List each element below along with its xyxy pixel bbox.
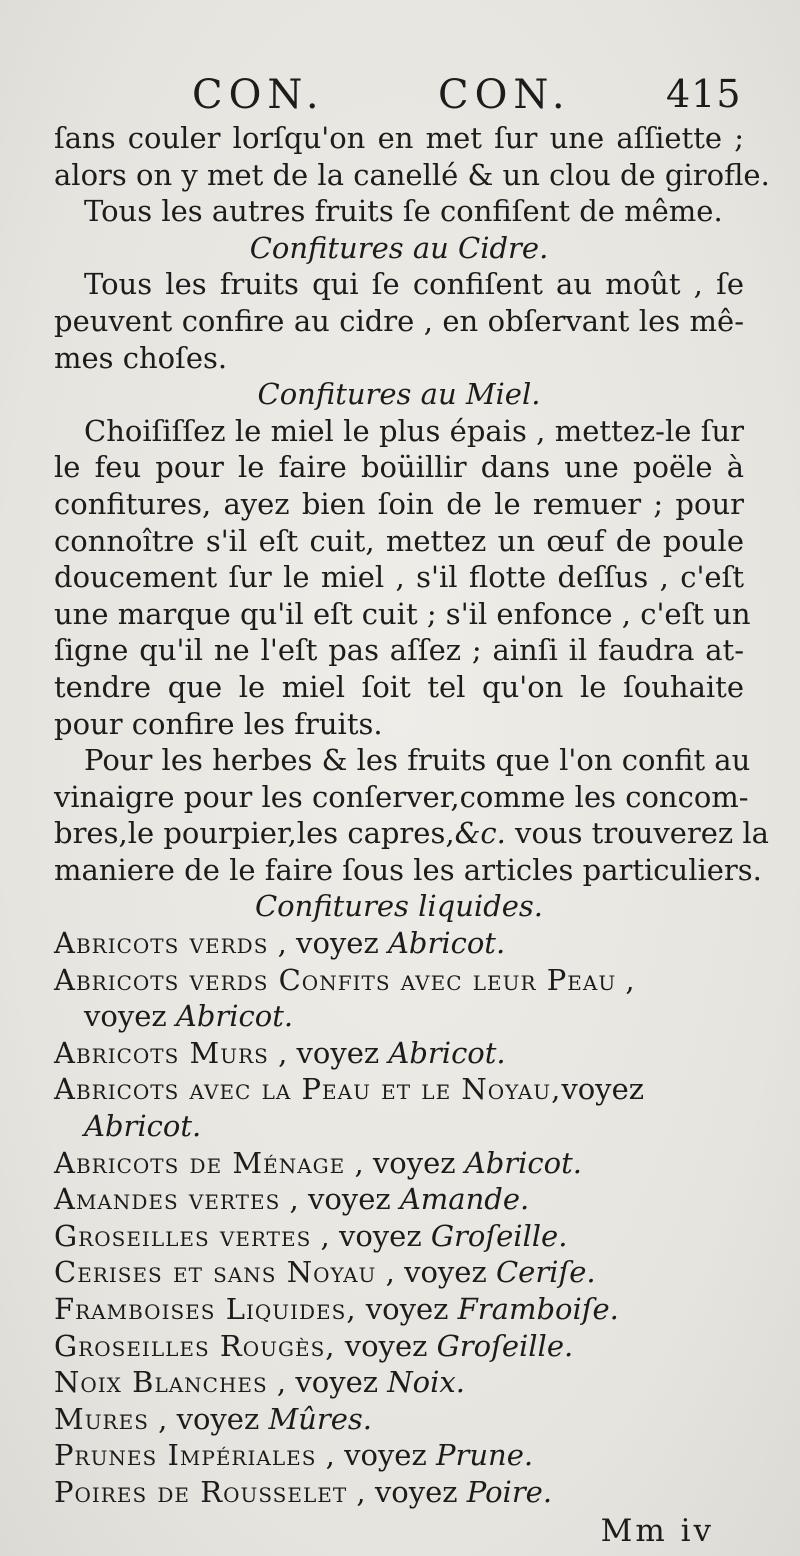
text-line: vinaigre pour les conſerver,comme les concom- (54, 779, 749, 814)
entry-sep: voyez (84, 999, 176, 1034)
text-line: ſigne qu'il ne l'eſt pas aſſez ; ainſi il faudra at- (54, 633, 744, 668)
entry-sep: , voyez (347, 1474, 467, 1509)
text-line: pour confire les fruits. (54, 706, 383, 741)
entry-ref: Noix. (387, 1365, 465, 1400)
entry-name: Cerises et sans Noyau (54, 1255, 377, 1290)
list-item (54, 1328, 744, 1365)
list-item (54, 1291, 744, 1328)
entry-sep: voyez (335, 1328, 437, 1363)
list-item (54, 1108, 744, 1145)
text-line: alors on y met de la canellé & un clou de girofle. (54, 157, 770, 192)
entry-sep: , voyez (268, 1035, 389, 1070)
entry-ref: Ceriſe. (495, 1255, 596, 1290)
text-line: Tous les fruits qui ſe confiſent au moût , ſe (84, 267, 744, 302)
entry-sep: , voyez (280, 1182, 400, 1217)
entry-name: Noix Blanches (54, 1365, 268, 1400)
entry-ref: Mûres. (268, 1401, 372, 1436)
entry-name: Prunes Impériales (54, 1438, 317, 1473)
running-header (54, 64, 744, 120)
entry-sep: , voyez (311, 1218, 431, 1253)
body-text (54, 120, 770, 925)
entry-ref: Poire. (466, 1474, 553, 1509)
text-line: tendre que le miel ſoit tel qu'on le ſouhaite (54, 669, 744, 704)
list-item (54, 1145, 744, 1182)
text-line: mes choſes. (54, 340, 228, 375)
list-item (54, 1364, 744, 1401)
list-item (54, 1035, 744, 1072)
entry-sep: , voyez (148, 1401, 269, 1436)
entry-sep: , (616, 962, 635, 997)
section-heading: Confitures au Miel. (257, 377, 541, 412)
text-line: doucement ſur le miel , s'il flotte deſſus , c'eſt (54, 560, 744, 595)
entry-name: Abricots Murs (54, 1035, 269, 1070)
entry-sep: voyez (356, 1292, 458, 1326)
list-item (54, 1437, 744, 1474)
entry-name: Abricots verds (54, 926, 269, 961)
page-number: 415 (666, 72, 742, 116)
entry-list (54, 925, 744, 1511)
header-left: CON. (192, 72, 325, 118)
entry-ref: Groſeille. (436, 1328, 574, 1363)
entry-ref: Abricot. (464, 1145, 582, 1180)
entry-sep: voyez (561, 1072, 645, 1107)
etc-abbrev: &c. (454, 816, 506, 851)
text-line: maniere de le faire ſous les articles particuliers. (54, 852, 762, 887)
entry-name: Mures (54, 1401, 149, 1436)
entry-name: Poires de Rousselet (54, 1474, 348, 1509)
entry-ref: Abricot. (175, 999, 294, 1034)
entry-ref: Prune. (435, 1438, 534, 1473)
text-line: Tous les autres fruits ſe confiſent de même. (84, 194, 723, 229)
entry-ref: Amande. (399, 1182, 530, 1217)
list-item (54, 1254, 744, 1291)
list-item (54, 998, 744, 1035)
entry-ref: Abricot. (84, 1109, 202, 1144)
entry-name: Abricots avec la Peau et le Noyau, (54, 1072, 562, 1107)
entry-sep: , voyez (345, 1145, 465, 1180)
list-item (54, 1181, 744, 1218)
signature-mark: Mm iv (600, 1512, 714, 1549)
list-item (54, 925, 744, 962)
entry-name: Groseilles Rougès, (54, 1328, 336, 1363)
text-line: le feu pour le faire boüillir dans une poële à (54, 450, 744, 485)
entry-name: Groseilles vertes (54, 1218, 312, 1253)
entry-name: Amandes vertes (54, 1182, 281, 1217)
list-item (54, 1218, 744, 1255)
section-heading: Confitures liquides. (254, 889, 544, 924)
text-line: connoître s'il eſt cuit, mettez un œuf de poule (54, 523, 744, 558)
text-line: une marque qu'il eſt cuit ; s'il enfonce , c'eſt un (54, 596, 751, 631)
entry-name: Abricots verds Confits avec leur Peau (54, 962, 617, 997)
text-fragment: bres,le pourpier,les capres, (54, 816, 455, 851)
header-right: CON. (438, 72, 571, 118)
entry-ref: Abricot. (387, 926, 506, 961)
entry-sep: , voyez (267, 1365, 388, 1400)
entry-name: Abricots de Ménage (54, 1145, 346, 1180)
entry-ref: Groſeille. (430, 1218, 568, 1253)
text-line (54, 815, 769, 852)
text-fragment: vous trouverez la (505, 816, 769, 851)
text-line: Choiſiſſez le miel le plus épais , mettez-le ſur (84, 413, 744, 448)
text-line: ſans couler lorſqu'on en met ſur une aſſiette ; (54, 121, 744, 155)
list-item (54, 1474, 744, 1511)
text-line: peuvent confire au cidre , en obſervant les mê- (54, 303, 744, 338)
text-line: confitures, ayez bien ſoin de le remuer ; pour (54, 486, 744, 521)
list-item (54, 1071, 744, 1108)
entry-name: Framboises Liquides, (54, 1292, 357, 1326)
section-heading: Confitures au Cidre. (249, 230, 549, 265)
text-line: Pour les herbes & les fruits que l'on confit au (84, 743, 751, 778)
entry-ref: Abricot. (388, 1035, 506, 1070)
entry-sep: , voyez (268, 926, 388, 961)
entry-sep: , voyez (316, 1438, 436, 1473)
entry-ref: Framboiſe. (457, 1292, 619, 1326)
entry-sep: , voyez (376, 1255, 496, 1290)
list-item (54, 1401, 744, 1438)
list-item (54, 962, 744, 999)
